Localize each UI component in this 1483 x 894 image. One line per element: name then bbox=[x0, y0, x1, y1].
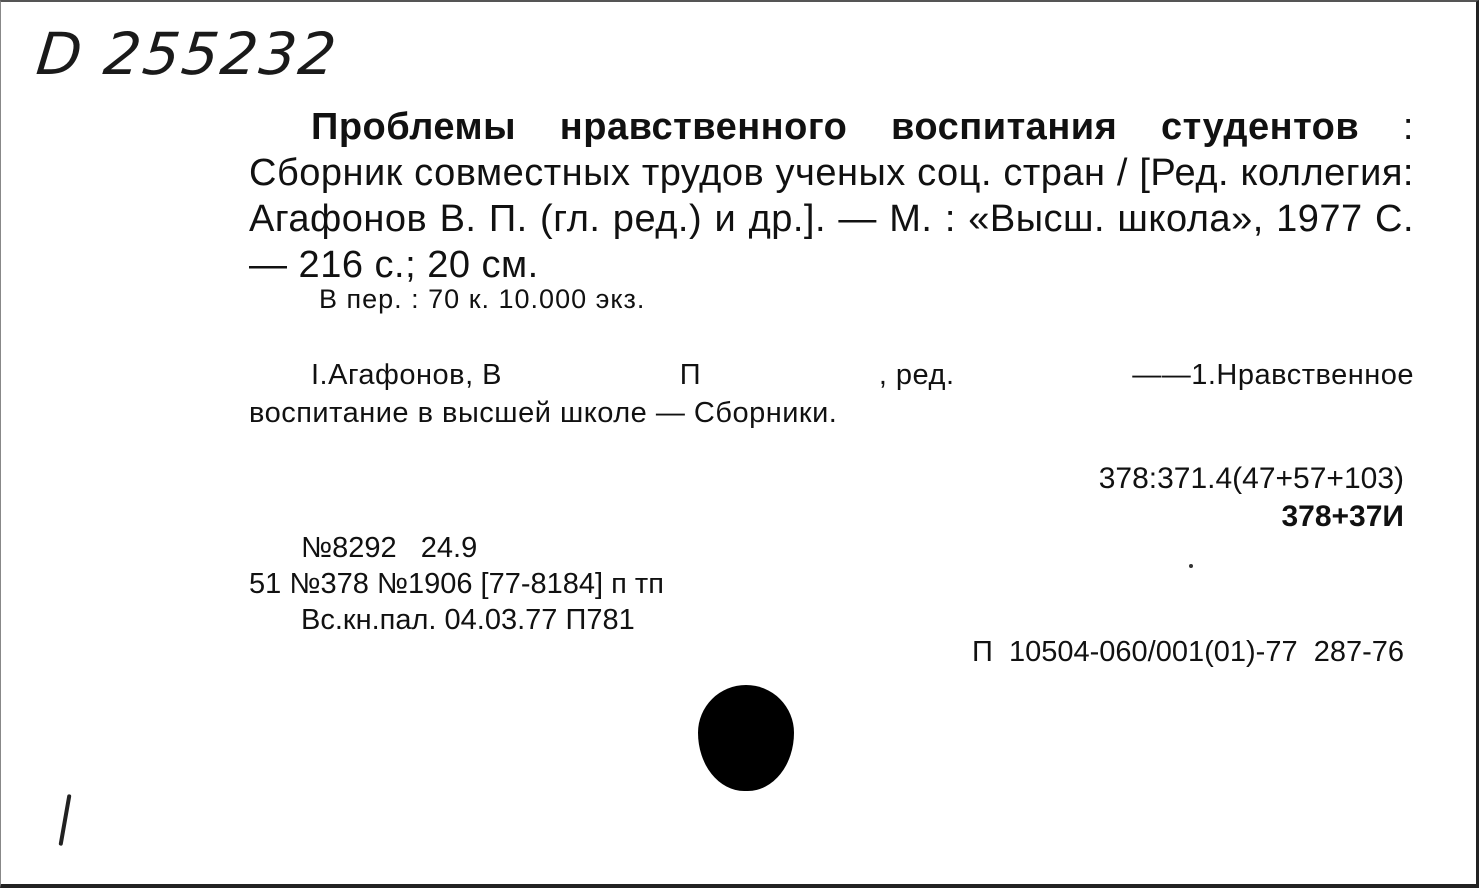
tech-line-2-prefix: 51 bbox=[249, 568, 282, 600]
entry-description: : Сборник совместных трудов ученых соц. стран / [Ред. коллегия: Агафонов В. П. (гл. ред.) и др.]. — М. : «Высш. школа», 1977 С. — 216 с.; 20 см. bbox=[249, 106, 1414, 286]
tech-line-2-text: №378 №1906 [77-8184] п тп bbox=[289, 568, 664, 600]
technical-info-block bbox=[249, 530, 664, 638]
tracing-person: I.Агафонов, В bbox=[311, 359, 503, 391]
tech-line-1: №8292 24.9 bbox=[301, 532, 478, 564]
tracing-subject-continued: воспитание в высшей школе — Сборники. bbox=[249, 397, 838, 429]
tracing-subject-start: ——1.Нравственное bbox=[1132, 359, 1414, 391]
tracings-row-1 bbox=[249, 356, 1414, 394]
bbk-code: 378+37И bbox=[1281, 500, 1404, 533]
pencil-mark bbox=[59, 794, 72, 846]
tracing-role: , ред. bbox=[878, 359, 955, 391]
price-and-print-run: В пер. : 70 к. 10.000 экз. bbox=[319, 284, 646, 314]
tracing-initial: П bbox=[679, 359, 702, 391]
book-title: Проблемы нравственного воспитания студентов bbox=[311, 106, 1360, 148]
tech-line-2 bbox=[249, 566, 664, 602]
punch-hole bbox=[698, 685, 794, 791]
udc-code: 378:371.4(47+57+103) bbox=[1098, 462, 1404, 495]
ink-speck bbox=[1189, 564, 1193, 568]
handwritten-call-number: D 255232 bbox=[33, 20, 342, 88]
tracings-block bbox=[249, 356, 1414, 432]
publisher-code: П 10504-060/001(01)-77 287-76 bbox=[972, 636, 1404, 668]
tech-line-3: Вс.кн.пал. 04.03.77 П781 bbox=[301, 604, 635, 636]
classification-block bbox=[1099, 460, 1404, 536]
main-bibliographic-entry bbox=[249, 104, 1414, 288]
